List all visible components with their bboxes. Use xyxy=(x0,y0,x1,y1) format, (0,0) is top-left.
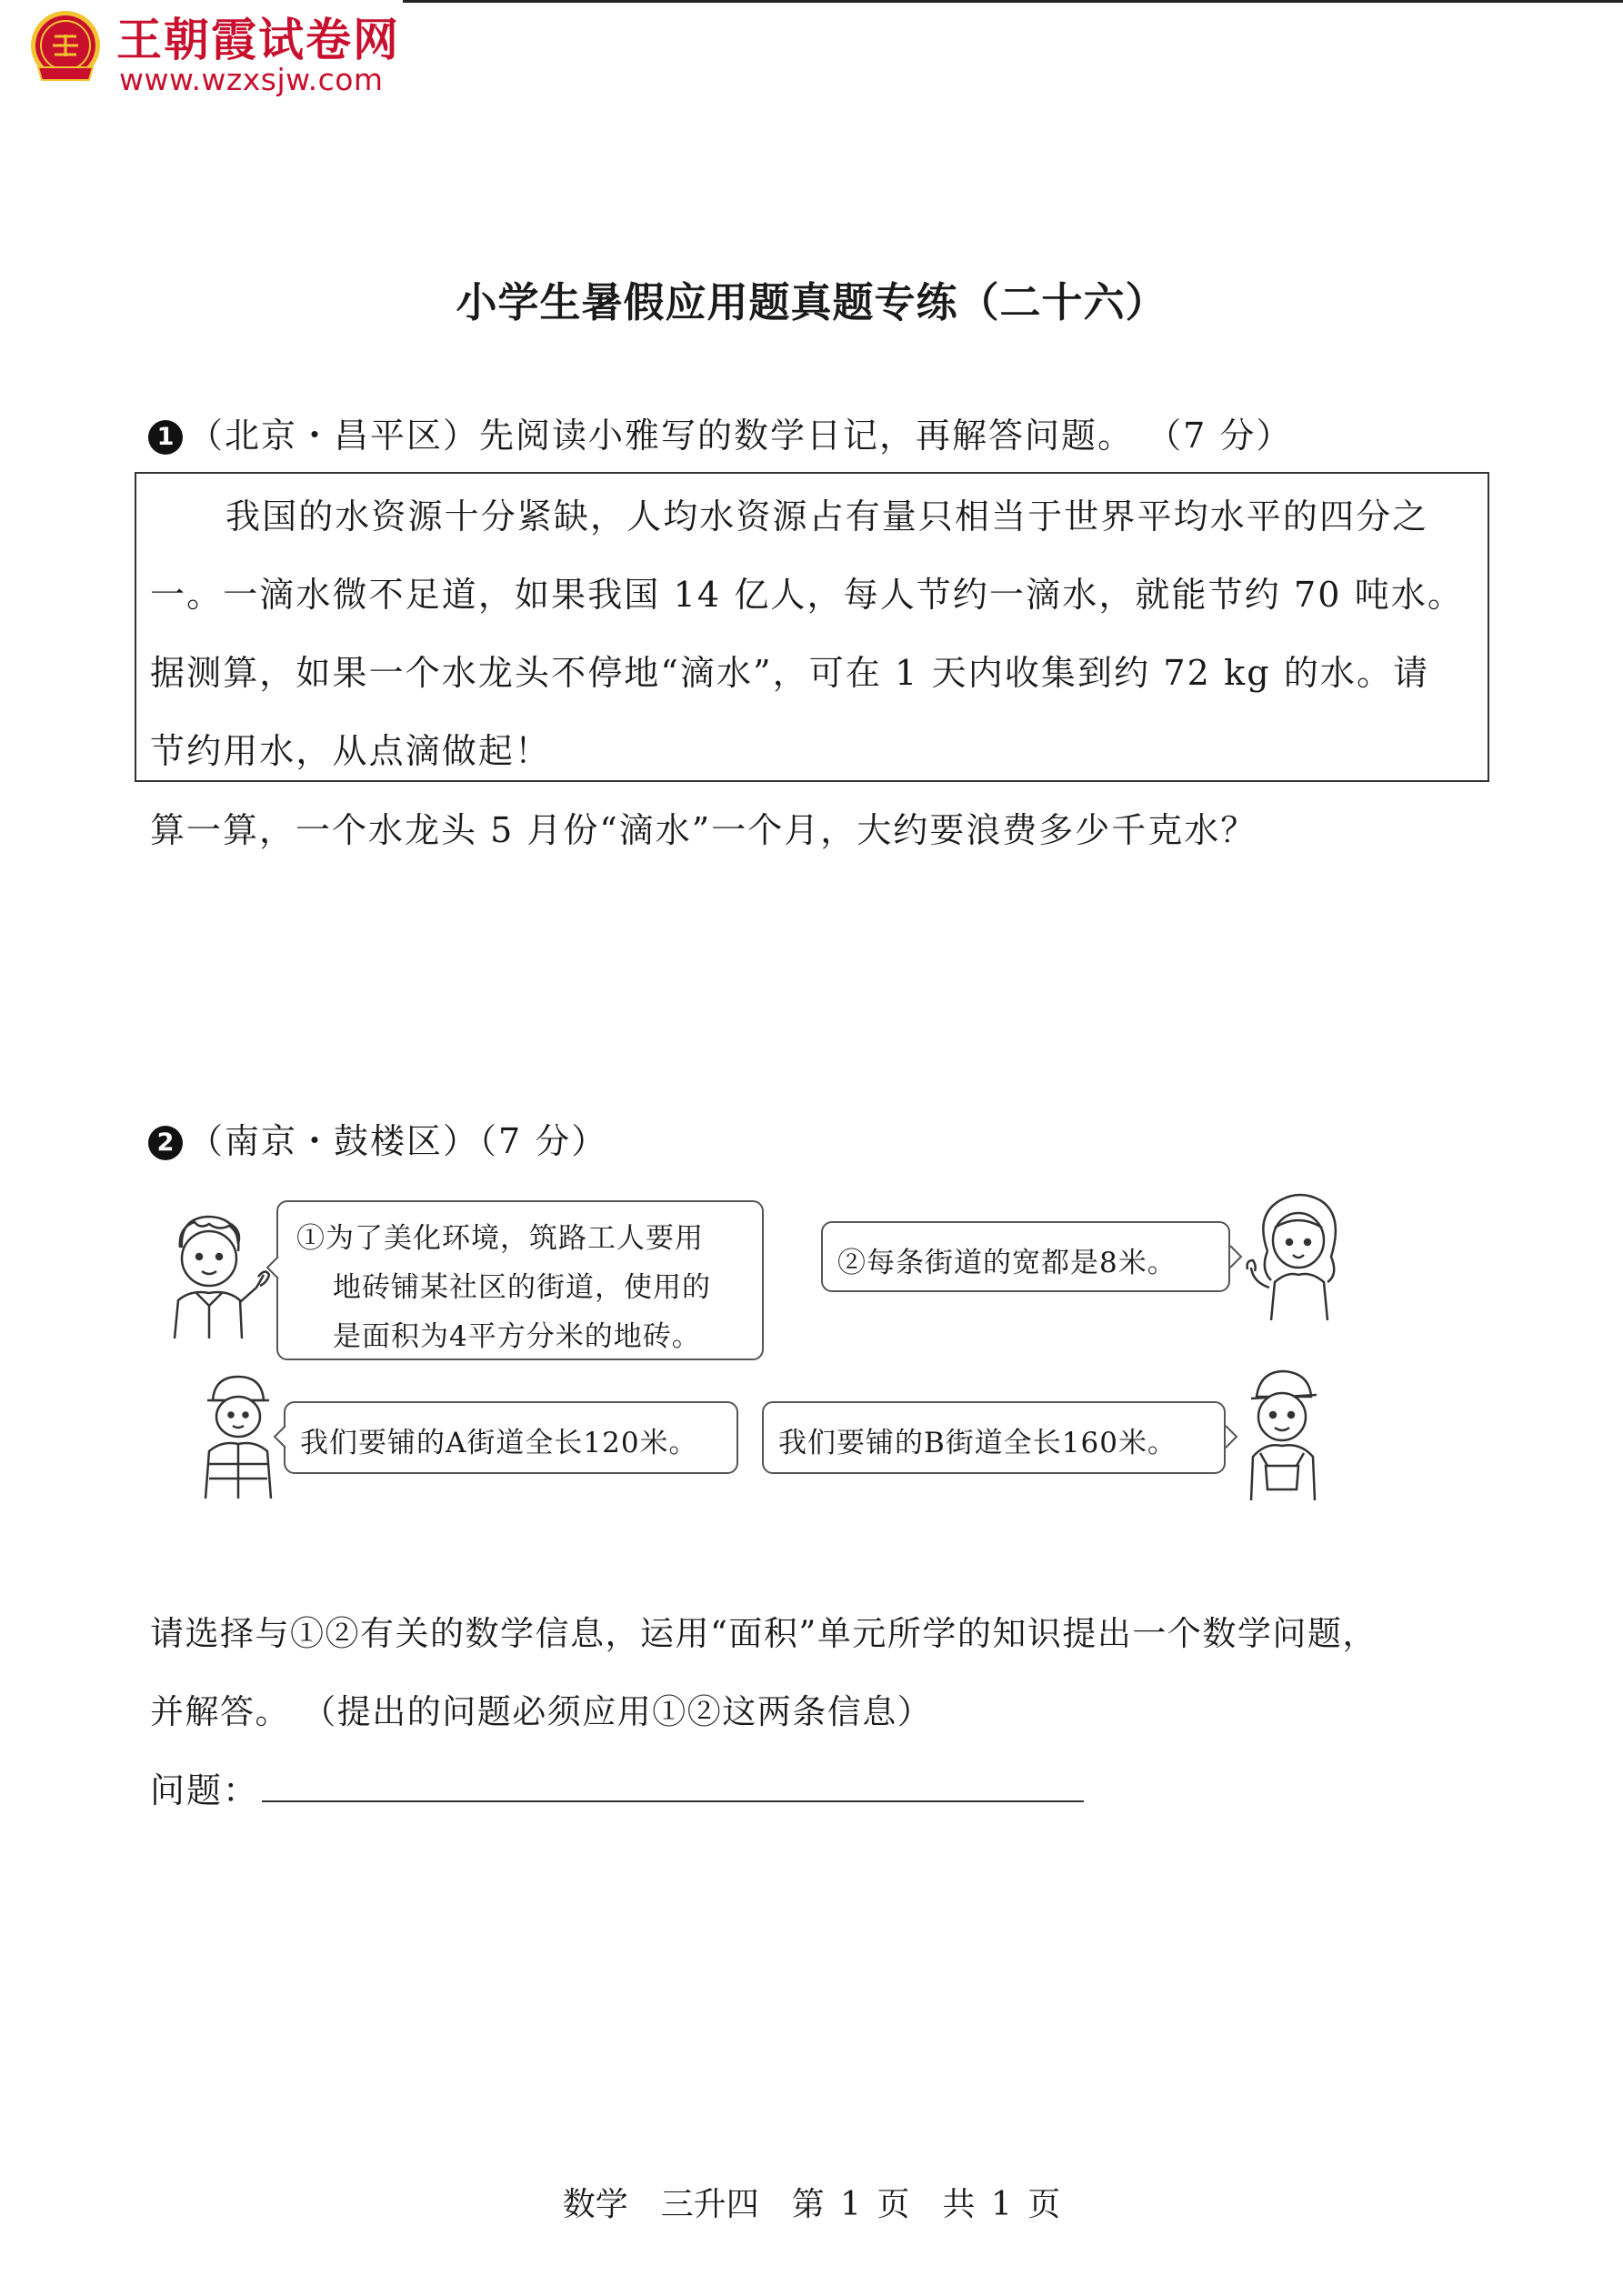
bubble-2-text: ②每条街道的宽都是8米。 xyxy=(837,1247,1177,1279)
q2-heading-text: （南京・鼓楼区）（7 分） xyxy=(188,1121,608,1161)
q1-heading xyxy=(148,407,1292,457)
answer-label: 问题： xyxy=(150,1770,260,1810)
q2-number-badge: 2 xyxy=(148,1126,183,1160)
cap-boy-character-illustration xyxy=(1224,1366,1342,1508)
diary-line: 节约用水，从点滴做起！ xyxy=(150,731,552,771)
bubble-3-text: 我们要铺的A街道全长120米。 xyxy=(300,1427,698,1459)
diary-line: 据测算，如果一个水龙头不停地“滴水”，可在 1 天内收集到约 72 kg 的水。请 xyxy=(150,653,1430,693)
page-footer: 数学 三升四 第 1 页 共 1 页 xyxy=(562,2186,1061,2223)
bubble-1-tail xyxy=(265,1255,280,1284)
q1-question: 算一算，一个水龙头 5 月份“滴水”一个月，大约要浪费多少千克水？ xyxy=(150,810,1257,850)
q2-heading xyxy=(148,1113,607,1163)
bubble-2-tail xyxy=(1228,1244,1243,1273)
bubble-4-tail xyxy=(1224,1424,1238,1453)
brand-logo xyxy=(27,9,105,86)
worker-character-illustration xyxy=(193,1373,284,1506)
bubble-1-line: ①为了美化环境，筑路工人要用 xyxy=(296,1222,704,1255)
bubble-1-line: 地砖铺某社区的街道，使用的 xyxy=(333,1271,711,1304)
diary-line: 一。一滴水微不足道，如果我国 14 亿人，每人节约一滴水，就能节约 70 吨水。 xyxy=(150,575,1465,615)
answer-line-input[interactable] xyxy=(262,1800,1084,1802)
q2-prompt-line: 并解答。 （提出的问题必须应用①②这两条信息） xyxy=(150,1692,933,1731)
q2-prompt-line: 请选择与①②有关的数学信息，运用“面积”单元所学的知识提出一个数学问题， xyxy=(150,1614,1378,1653)
bubble-1-line: 是面积为4平方分米的地砖。 xyxy=(333,1320,701,1353)
girl-character-illustration xyxy=(1244,1188,1353,1328)
boy-character-illustration xyxy=(155,1211,273,1347)
q1-heading-text: （北京・昌平区）先阅读小雅写的数学日记，再解答问题。 （7 分） xyxy=(188,416,1293,456)
brand-url[interactable]: www.wzxsjw.com xyxy=(119,62,384,97)
brand-title: 王朝霞试卷网 xyxy=(116,14,400,66)
diary-line: 我国的水资源十分紧缺，人均水资源占有量只相当于世界平均水平的四分之 xyxy=(225,496,1429,536)
page-title: 小学生暑假应用题真题专练（二十六） xyxy=(456,278,1167,326)
q1-number-badge: 1 xyxy=(148,420,183,455)
bubble-4-text: 我们要铺的B街道全长160米。 xyxy=(778,1427,1177,1459)
top-rule xyxy=(403,0,1623,3)
bubble-3-tail xyxy=(273,1424,287,1453)
